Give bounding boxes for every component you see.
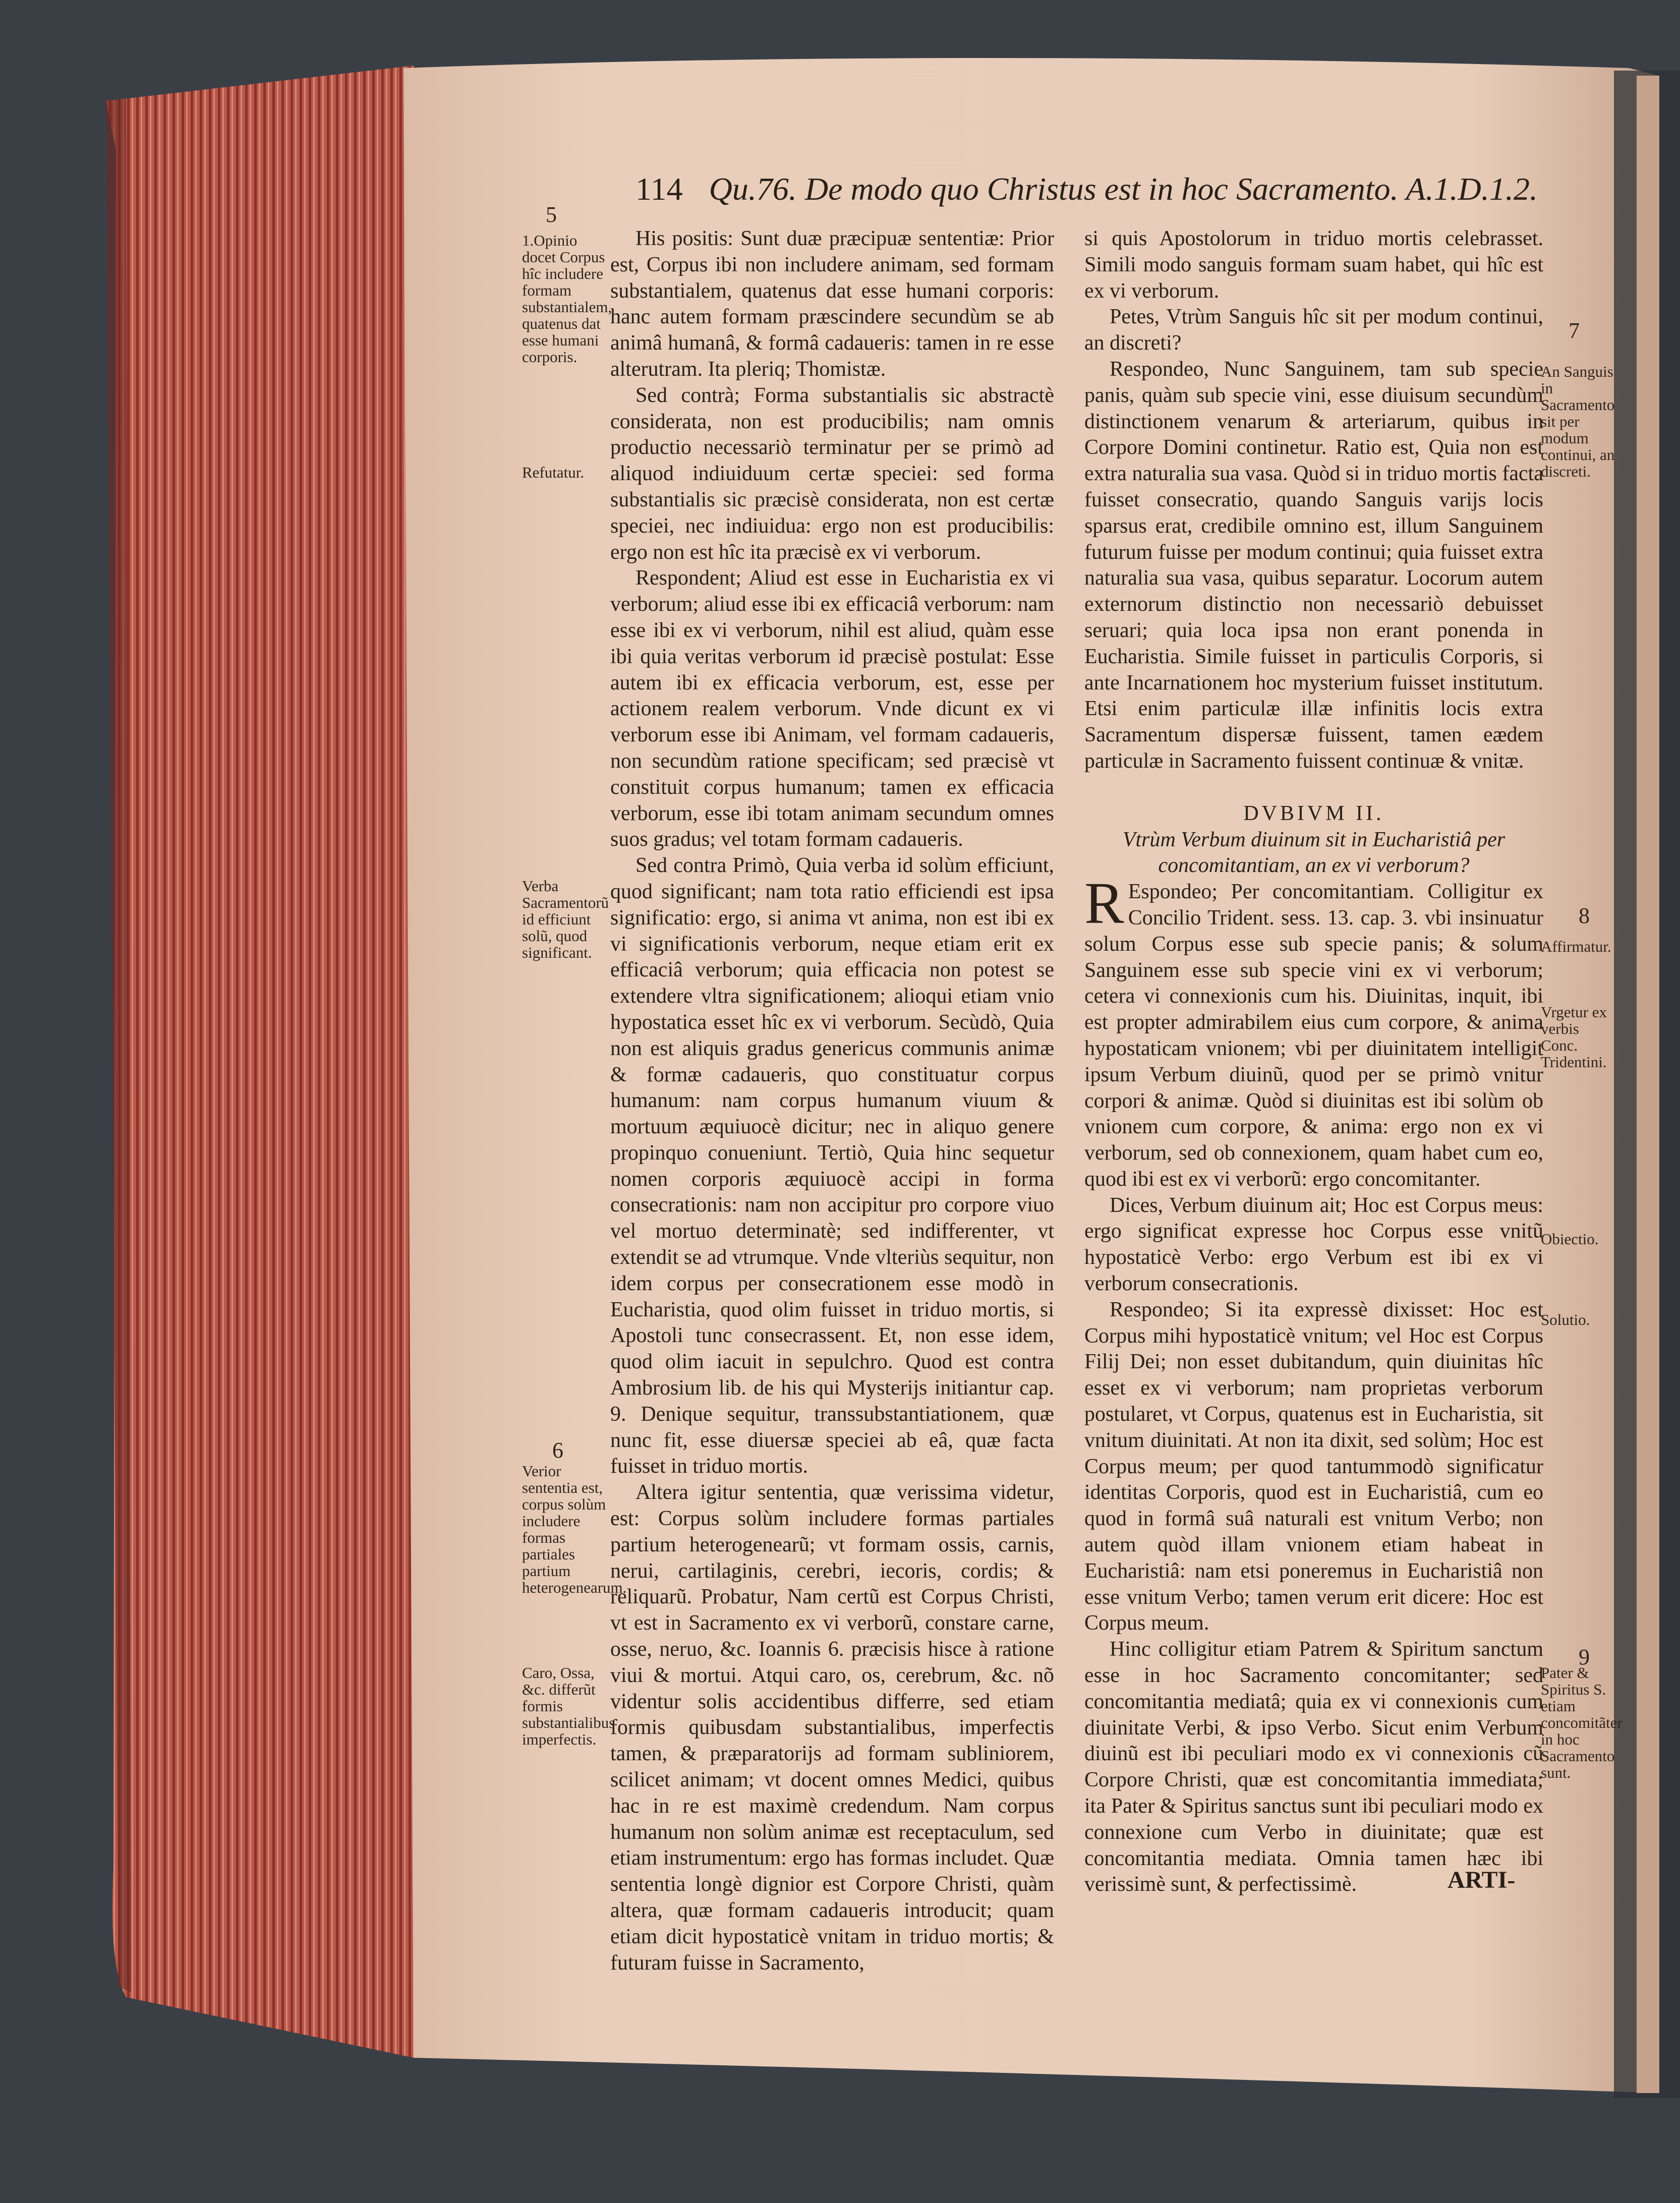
margin-note: Solutio. xyxy=(1541,1311,1590,1328)
margin-note: Verior sententia est, corpus solùm includere formas partiales partium heterogenearum. xyxy=(522,1462,627,1596)
paragraph: Hinc colligitur etiam Patrem & Spiritum sanctum esse in hoc Sacramento concomitanter; sed concomitantia mediatâ; quia ex vi connexionis cum diuinitate Verbi, & ipso Verbo. Sicut enim Verbum diuinũ est ibi peculiari modo ex vi connexionis cũ Corpore Christi, quæ est concomitantia immediata; ita Pater & Spiritus sanctus sunt ibi peculiari modo ex connexione cum Verbo in diuinitate; quæ est concomitantia mediata. Omnia tamen hæc ibi verissimè sunt, & perfectissimè. xyxy=(1084,1638,1543,1896)
paragraph-with-dropcap xyxy=(1084,870,1543,1193)
paragraph-text: Espondeo; Per concomitantiam. Colligitur ex Concilio Trident. sess. 13. cap. 3. vbi insinuatur solum Corpus esse sub specie panis; & solum Sanguinem esse sub specie vini ex vi verborum; cetera vi connexionis cum his. Diuinitas, inquit, ibi est propter admirabilem eius cum corpore, & anima hypostaticam vnionem; vbi per diuinitatem intelligit ipsum Verbum diuinũ, quod per se primò vnitur corpori & animæ. Quòd si diuinitas est ibi solùm ob vnionem cum corpore, & anima: ergo non ex vi verborum, sed ob connexionem, quam habet cum eo, quod ibi est ex vi verborũ: ergo concomitanter. xyxy=(1084,880,1543,1191)
paragraph: Sed contrà; Forma substantialis sic abstractè considerata, non est producibilis; nam omnis productio necessariò terminatur per se primò ad aliquod indiuiduum certæ speciei: sed forma substantialis sic præcisè considerata, non est certæ speciei, nec indiuidua: ergo non est producibilis: ergo non est hîc ita præcisè ex vi verborum. xyxy=(610,383,1054,564)
margin-number: 6 xyxy=(552,1438,563,1463)
margin-note: Pater & Spiritus S. etiam concomitãter in hoc Sacramento sunt. xyxy=(1541,1664,1623,1781)
running-title: Qu.76. De modo quo Christus est in hoc Sacramento. A.1.D.1.2. xyxy=(709,171,1538,207)
margin-number: 9 xyxy=(1579,1645,1590,1669)
paragraph: Dices, Verbum diuinum ait; Hoc est Corpus meus: ergo significat expresse hoc Corpus esse vnitũ hypostaticè Verbo: ergo Verbum est ibi ex vi verborum consecrationis. xyxy=(1084,1193,1543,1296)
running-header xyxy=(635,170,1543,208)
dubium-heading: DVBIVM II. xyxy=(1243,801,1384,825)
paragraph: Respondeo; Si ita expressè dixisset: Hoc est Corpus mihi hypostaticè vnitum; vel Hoc est Corpus Filij Dei; non esset dubitandum, quin diuinitas hîc esset ex vi verborum; nam proprietas verborum postularet, vt Corpus, quatenus est in Eucharistia, sit vnitum diuinitati. At non ita dixit, sed solùm; Hoc est Corpus meum; per quod tantummodò significatur identitas Corporis, quod est in Eucharistiâ, cum eo quod in formâ suâ naturali est vnitum Verbo; non autem quòd illam vnionem etiam habeat in Eucharistiâ: nam etsi poneremus in Eucharistiâ non esse vnitum Verbo; tamen verum erit dicere: Hoc est Corpus meum. xyxy=(1084,1298,1543,1635)
margin-note: Caro, Ossa, &c. differũt formis substantialibus imperfectis. xyxy=(522,1664,615,1748)
margin-note: Refutatur. xyxy=(522,463,585,481)
margin-note: Affirmatur. xyxy=(1541,938,1611,955)
margin-note: 1.Opinio docet Corpus hîc includere formam substantialem, quatenus dat esse humani corporis. xyxy=(522,231,612,366)
left-column xyxy=(610,226,1054,1976)
catchword: ARTI- xyxy=(1447,1867,1516,1893)
drop-cap: R xyxy=(1084,870,1124,937)
page-number: 114 xyxy=(635,171,683,207)
paragraph: si quis Apostolorum in triduo mortis celebrasset. Simili modo sanguis formam suam habet, qui hîc est ex vi verborum. xyxy=(1084,227,1543,303)
paragraph: Respondeo, Nunc Sanguinem, tam sub specie panis, quàm sub specie vini, esse diuisum secundùm distinctionem venarum & arteriarum, quibus in Corpore Domini continetur. Ratio est, Quia non est extra naturalia sua vasa. Quòd si in triduo mortis facta fuisset consecratio, quando Sanguis varijs locis sparsus erat, credibile omnino est, illum Sanguinem futurum fuisse per modum continui; quia fuisset extra naturalia sua vasa, quibus separatur. Locorum autem externorum distinctio non necessariò debuisset seruari; quia loca ipsa non erant ponenda in Eucharistia. Simile fuisset in particulis Corporis, si ante Incarnationem hoc mysterium fuisset institutum. Etsi enim particulæ illæ infinitis locis extra Sacramentum dispersæ fuissent, tamen eædem particulæ in Sacramento fuissent continuæ & vnitæ. xyxy=(1084,357,1543,773)
paragraph: Respondent; Aliud est esse in Eucharistia ex vi verborum; aliud esse ibi ex efficaciâ verborum: nam esse ibi ex vi verborum, nihil est aliud, quàm esse ibi quia veritas verborum id præcisè postulat: Esse autem ibi ex efficacia verborum, est, esse per actionem realem verborum. Vnde dicunt ex vi verborum esse ibi Animam, vel formam cadaueris, non secundùm ratione specificam; sed præcisè vt constituit corpus humanum; tamen ex efficacia verborum, esse ibi totam animam secundum omnes suos gradus; vel totam formam cadaueris. xyxy=(610,566,1054,851)
margin-number: 5 xyxy=(546,202,557,227)
paragraph: Petes, Vtrùm Sanguis hîc sit per modum continui, an discreti? xyxy=(1084,305,1543,355)
margin-note: An Sanguis in Sacramento sit per modum continui, an discreti. xyxy=(1541,363,1615,480)
paragraph: His positis: Sunt duæ præcipuæ sententiæ: Prior est, Corpus ibi non includere animam, sed formam substantialem, quatenus dat esse humani corporis: hanc autem formam præscindere secundùm se ab animâ humanâ, & formâ cadaueris: tamen in re esse alterutram. Ita pleriq; Thomistæ. xyxy=(610,227,1054,381)
margin-number: 8 xyxy=(1579,903,1590,928)
right-column xyxy=(1084,226,1543,1898)
margin-note: Vrgetur ex verbis Conc. Tridentini. xyxy=(1541,1003,1607,1071)
margin-note: Obiectio. xyxy=(1541,1230,1599,1248)
dubium-question: Vtrùm Verbum diuinum sit in Eucharistiâ per concomitantiam, an ex vi verborum? xyxy=(1122,828,1505,878)
margin-number: 7 xyxy=(1569,318,1580,343)
paragraph: Altera igitur sententia, quæ verissima videtur, est: Corpus solùm includere formas partiales partium heterogenearũ; vt formam ossis, carnis, nerui, cartilaginis, cerebri, iecoris, cordis; & reliquarũ. Probatur, Nam certũ est Corpus Christi, vt est in Sacramento ex vi verborũ, constare carne, osse, neruo, &c. Ioannis 6. præcisis hisce à ratione viui & mortui. Atqui caro, os, cerebrum, &c. nõ videntur solis accidentibus differre, sed etiam formis quibusdam substantialibus, imperfectis tamen, & præparatorijs ad formam subliniorem, scilicet animam; vt docent omnes Medici, quibus hac in re est maximè credendum. Nam corpus humanum non solùm animæ est receptaculum, sed etiam instrumentum: ergo has formas includet. Quæ sententia longè dignior est Corpore Christi, quàm altera, quæ formam cadaueris introducit; quam etiam dicit hypostaticè vnitam in triduo mortis; & futuram fuisse in Sacramento, xyxy=(610,1481,1054,1975)
margin-note: Verba Sacramentorũ id efficiunt solũ, quod significant. xyxy=(522,877,609,961)
paragraph: Sed contra Primò, Quia verba id solùm efficiunt, quod significant; nam tota ratio efficiendi est ipsa significatio: ergo, si anima vt anima, non est ibi ex vi significationis verborum, neque etiam erit ex efficaciâ verborum; quia efficacia non potest se extendere vltra significationem; alioqui etiam vnio hypostatica esset hîc ex vi verborum. Secùdò, Quia non est aliquis gradus genericus communis animæ & formæ cadaueris, quo constituatur corpus humanum: nam corpus humanum viuum & mortuum æquiuocè dicitur; nec in aliquo genere propinquo conueniunt. Tertiò, Quia hinc sequetur nomen corporis æquiuocè accipi in forma consecrationis: nam non accipitur pro corpore viuo vel mortuo determinatè; sed indifferenter, vt extendit se ad vtrumque. Vnde vlteriùs sequitur, non idem corpus per consecrationem esse modò in Eucharistia, quod olim fuisset in triduo mortis, si Apostoli tunc consecrassent. Et, non esse idem, quod olim iacuit in sepulchro. Quod est contra Ambrosium lib. de his qui Mysterijs initiantur cap. 9. Denique sequitur, transsubstantiationem, quæ nunc fit, esse diuersæ speciei ab eâ, quæ facta fuisset in triduo mortis. xyxy=(610,854,1054,1478)
